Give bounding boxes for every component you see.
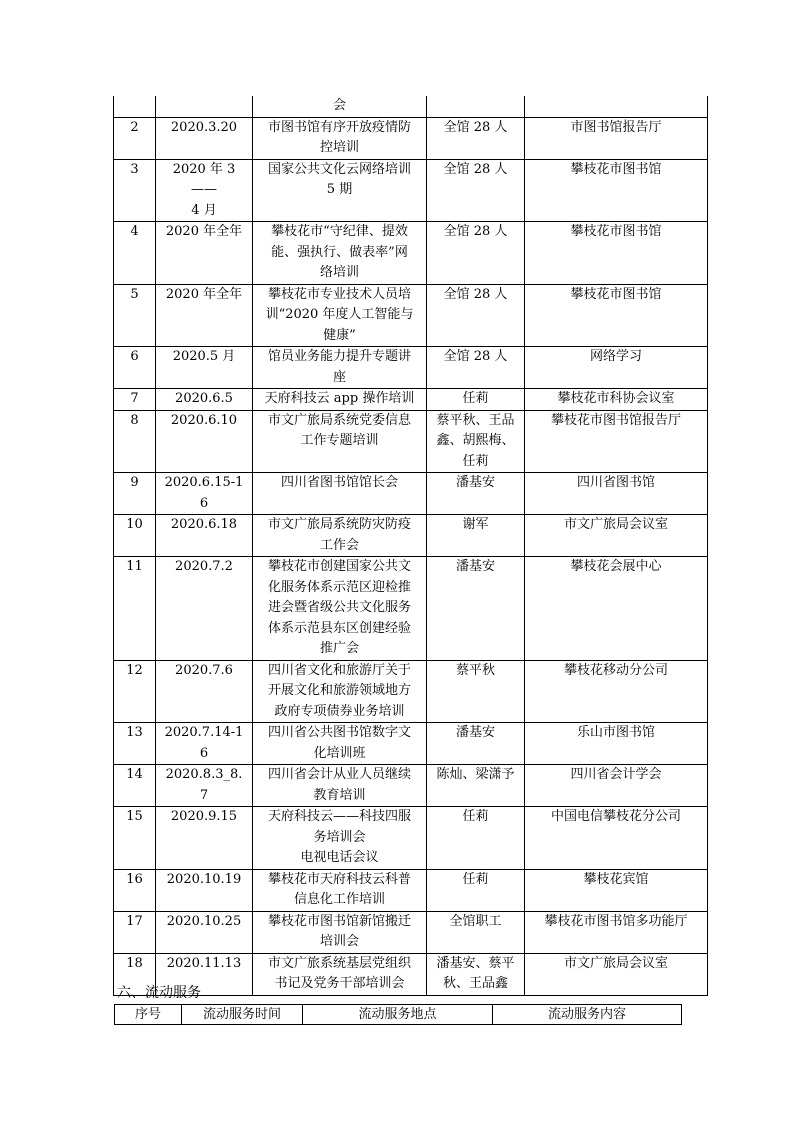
row-participants: 潘基安、蔡平 秋、王品鑫 (427, 953, 525, 995)
table-row (114, 222, 708, 285)
row-title: 攀枝花市图书馆新馆搬迁 培训会 (253, 911, 427, 953)
row-date: 2020.5 月 (156, 347, 253, 389)
header-service-time: 流动服务时间 (182, 1005, 303, 1025)
row-participants: 全馆职工 (427, 911, 525, 953)
header-serial: 序号 (115, 1005, 182, 1025)
row-participants: 潘基安 (427, 723, 525, 765)
row-number: 10 (114, 515, 156, 557)
row-participants: 全馆 28 人 (427, 159, 525, 222)
row-title: 国家公共文化云网络培训 5 期 (253, 159, 427, 222)
table-row (114, 117, 708, 159)
row-date: 2020 年 3—— 4 月 (156, 159, 253, 222)
row-number: 5 (114, 284, 156, 347)
row-location: 攀枝花移动分公司 (525, 660, 708, 723)
row-number: 8 (114, 410, 156, 473)
row-location: 市图书馆报告厅 (525, 117, 708, 159)
table-row (114, 515, 708, 557)
row-title: 馆员业务能力提升专题讲 座 (253, 347, 427, 389)
row-title: 市图书馆有序开放疫情防 控培训 (253, 117, 427, 159)
row-location: 攀枝花市图书馆多功能厅 (525, 911, 708, 953)
row-title: 攀枝花市“守纪律、提效 能、强执行、做表率”网 络培训 (253, 222, 427, 285)
table-row (114, 807, 708, 870)
row-title: 攀枝花市专业技术人员培 训“2020 年度人工智能与 健康” (253, 284, 427, 347)
table-row (114, 869, 708, 911)
row-date: 2020.9.15 (156, 807, 253, 870)
header-service-content: 流动服务内容 (493, 1005, 682, 1025)
training-table-body (114, 96, 708, 995)
row-number: 11 (114, 557, 156, 661)
row-location: 四川省图书馆 (525, 473, 708, 515)
row-date: 2020.8.3_8. 7 (156, 765, 253, 807)
row-title: 四川省会计从业人员继续 教育培训 (253, 765, 427, 807)
row-number: 12 (114, 660, 156, 723)
row-location: 市文广旅局会议室 (525, 515, 708, 557)
table-row (114, 557, 708, 661)
row-location: 攀枝花市科协会议室 (525, 389, 708, 411)
training-table (113, 96, 708, 996)
table-row (114, 96, 708, 117)
table-row (114, 660, 708, 723)
row-title: 攀枝花市天府科技云科普 信息化工作培训 (253, 869, 427, 911)
row-number: 9 (114, 473, 156, 515)
row-location: 中国电信攀枝花分公司 (525, 807, 708, 870)
row-location: 攀枝花市图书馆 (525, 222, 708, 285)
table-row (114, 723, 708, 765)
row-date: 2020.3.20 (156, 117, 253, 159)
table-row (114, 347, 708, 389)
row-title: 四川省图书馆馆长会 (253, 473, 427, 515)
mobile-service-table (114, 1004, 682, 1025)
table-row (114, 284, 708, 347)
row-location: 乐山市图书馆 (525, 723, 708, 765)
row-number: 17 (114, 911, 156, 953)
row-title: 攀枝花市创建国家公共文 化服务体系示范区迎检推 进会暨省级公共文化服务 体系示范县东区创建经验 推广会 (253, 557, 427, 661)
row-date: 2020.6.5 (156, 389, 253, 411)
row-title: 市文广旅局系统党委信息 工作专题培训 (253, 410, 427, 473)
row-date: 2020.6.15-1 6 (156, 473, 253, 515)
row-participants: 陈灿、梁潇予 (427, 765, 525, 807)
row-location: 攀枝花市图书馆 (525, 159, 708, 222)
row-title: 会 (253, 96, 427, 117)
section-title: 六、流动服务 (117, 985, 201, 1001)
row-location: 市文广旅局会议室 (525, 953, 708, 995)
row-participants: 全馆 28 人 (427, 347, 525, 389)
row-date: 2020.10.25 (156, 911, 253, 953)
row-date: 2020.7.2 (156, 557, 253, 661)
row-date (156, 96, 253, 117)
row-number: 3 (114, 159, 156, 222)
row-location: 网络学习 (525, 347, 708, 389)
row-date: 2020.6.18 (156, 515, 253, 557)
row-participants: 蔡平秋 (427, 660, 525, 723)
row-location: 攀枝花宾馆 (525, 869, 708, 911)
row-participants: 任莉 (427, 807, 525, 870)
row-title: 市文广旅系统基层党组织 书记及党务干部培训会 (253, 953, 427, 995)
row-location: 攀枝花会展中心 (525, 557, 708, 661)
row-number: 16 (114, 869, 156, 911)
row-number (114, 96, 156, 117)
row-participants: 谢军 (427, 515, 525, 557)
table-row (114, 911, 708, 953)
row-number: 6 (114, 347, 156, 389)
row-participants: 任莉 (427, 389, 525, 411)
row-participants: 潘基安 (427, 473, 525, 515)
row-participants: 全馆 28 人 (427, 284, 525, 347)
row-title: 四川省公共图书馆数字文 化培训班 (253, 723, 427, 765)
row-location: 攀枝花市图书馆 (525, 284, 708, 347)
row-number: 7 (114, 389, 156, 411)
row-number: 2 (114, 117, 156, 159)
row-date: 2020.11.13 (156, 953, 253, 995)
row-date: 2020.7.14-1 6 (156, 723, 253, 765)
row-title: 天府科技云 app 操作培训 (253, 389, 427, 411)
row-number: 18 (114, 953, 156, 995)
table-row (114, 953, 708, 995)
row-title: 天府科技云——科技四服 务培训会 电视电话会议 (253, 807, 427, 870)
row-date: 2020 年全年 (156, 284, 253, 347)
row-number: 4 (114, 222, 156, 285)
row-date: 2020 年全年 (156, 222, 253, 285)
table-row (114, 159, 708, 222)
table-row (114, 410, 708, 473)
row-participants: 全馆 28 人 (427, 222, 525, 285)
row-location (525, 96, 708, 117)
row-participants: 任莉 (427, 869, 525, 911)
row-number: 14 (114, 765, 156, 807)
row-participants (427, 96, 525, 117)
row-date: 2020.6.10 (156, 410, 253, 473)
row-location: 四川省会计学会 (525, 765, 708, 807)
row-date: 2020.7.6 (156, 660, 253, 723)
header-service-location: 流动服务地点 (303, 1005, 493, 1025)
row-number: 15 (114, 807, 156, 870)
table-row (114, 389, 708, 411)
row-number: 13 (114, 723, 156, 765)
table-row (114, 473, 708, 515)
row-date: 2020.10.19 (156, 869, 253, 911)
row-participants: 蔡平秋、王品 鑫、胡熙梅、 任莉 (427, 410, 525, 473)
table-row (114, 765, 708, 807)
row-participants: 全馆 28 人 (427, 117, 525, 159)
row-location: 攀枝花市图书馆报告厅 (525, 410, 708, 473)
table-header-row (115, 1005, 682, 1025)
row-participants: 潘基安 (427, 557, 525, 661)
row-title: 四川省文化和旅游厅关于 开展文化和旅游领域地方 政府专项债券业务培训 (253, 660, 427, 723)
row-title: 市文广旅局系统防灾防疫 工作会 (253, 515, 427, 557)
